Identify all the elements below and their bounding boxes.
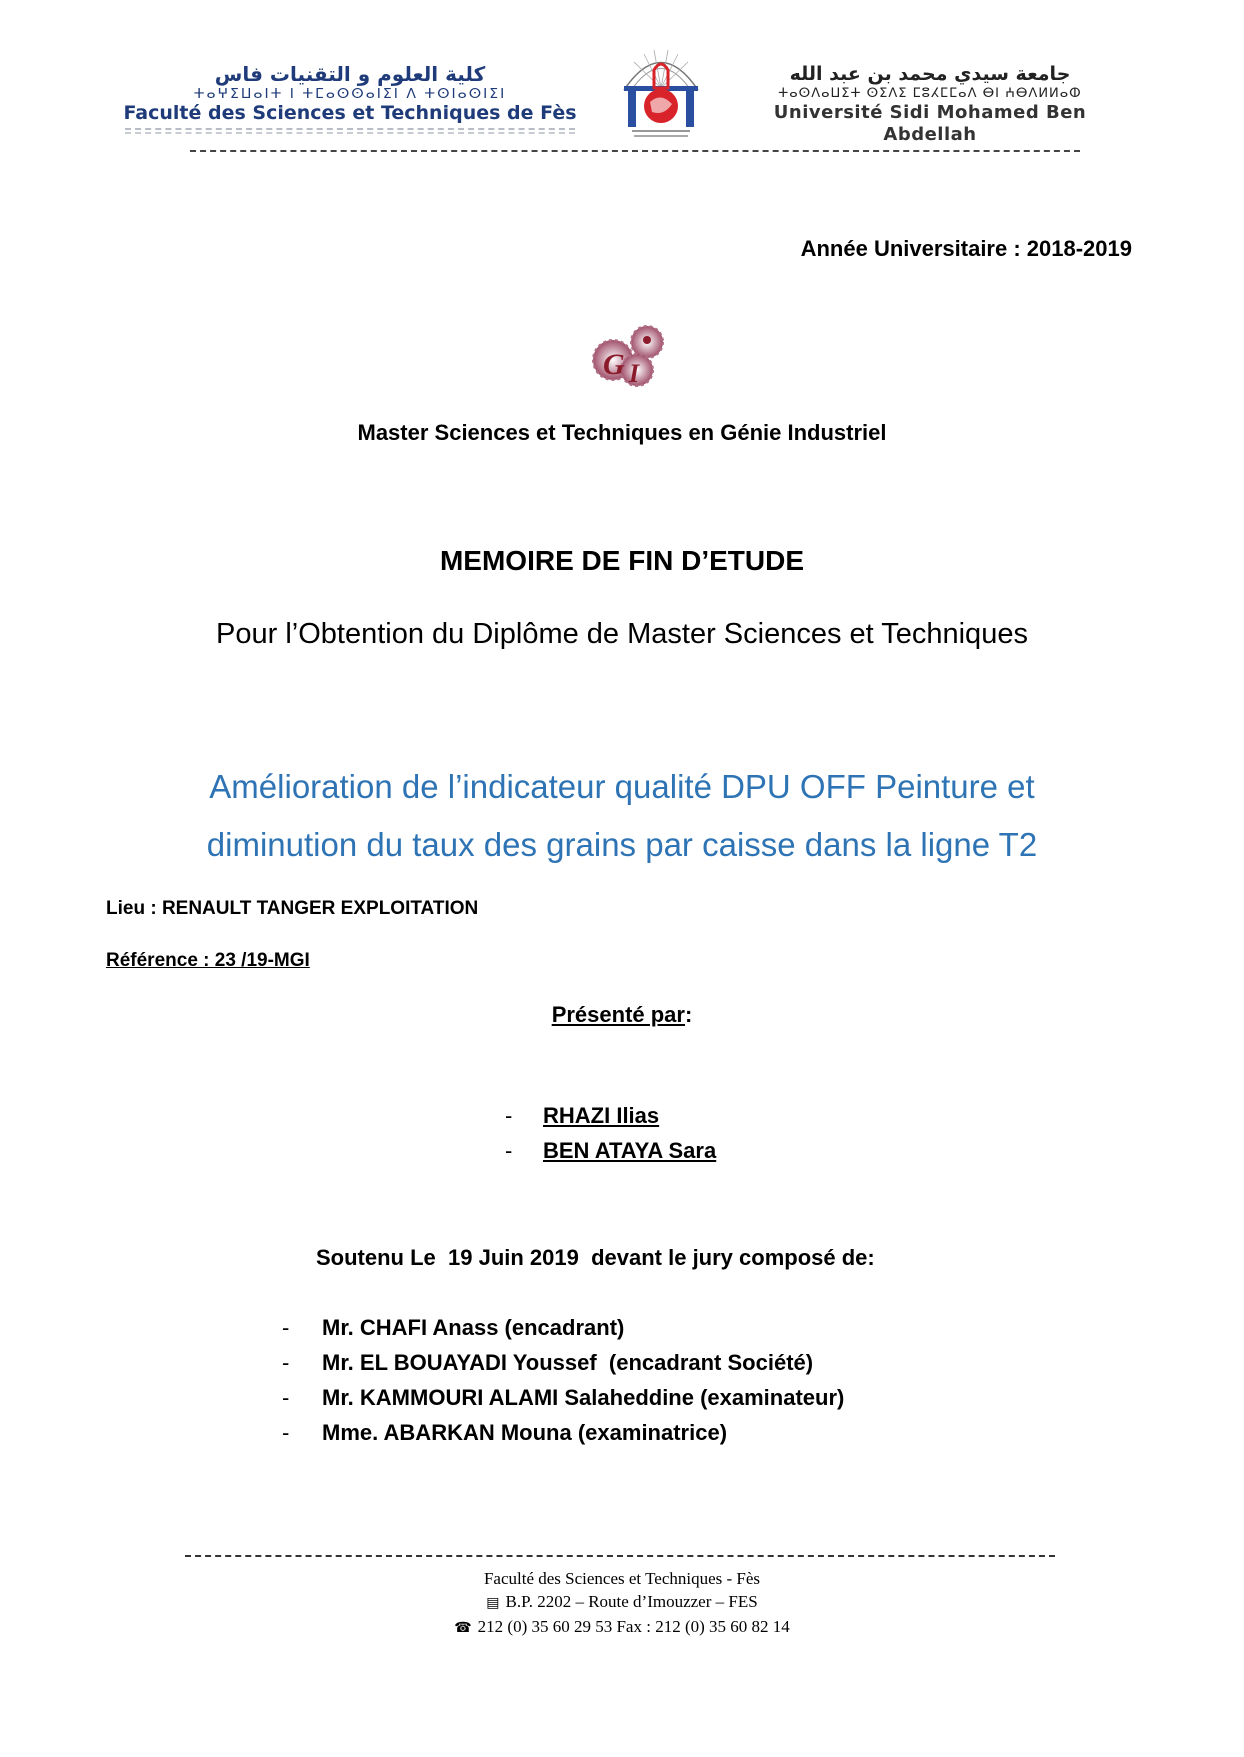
list-bullet: - [282, 1315, 290, 1340]
document-type: MEMOIRE DE FIN D’ETUDE [439, 545, 804, 576]
list-item [505, 1133, 716, 1168]
faculty-name-french: Faculté des Sciences et Techniques de Fès [123, 102, 577, 124]
footer-address-row [0, 1590, 1244, 1615]
phone-icon: ☎ [454, 1621, 472, 1636]
jury-member: Mr. EL BOUAYADI Youssef (encadrant Société) [322, 1350, 814, 1375]
list-item [282, 1415, 844, 1450]
list-item [282, 1310, 844, 1345]
university-emblem-icon [614, 40, 708, 144]
jury-member: Mr. KAMMOURI ALAMI Salaheddine (examinateur) [322, 1385, 845, 1410]
list-item [282, 1345, 844, 1380]
thesis-title [100, 758, 1144, 874]
header-divider [190, 150, 1080, 152]
defense-statement: Soutenu Le 19 Juin 2019 devant le jury composé de: [316, 1245, 875, 1270]
list-bullet: - [282, 1420, 290, 1445]
student-name: RHAZI Ilias [543, 1103, 660, 1128]
list-item [282, 1380, 844, 1415]
footer-phone: 212 (0) 35 60 29 53 Fax : 212 (0) 35 60 82 14 [477, 1617, 790, 1636]
university-name-french: Université Sidi Mohamed Ben Abdellah [773, 102, 1087, 145]
presented-by-colon: : [684, 1002, 693, 1027]
svg-text:I: I [629, 359, 640, 388]
mailbox-icon: ▤ [486, 1596, 500, 1611]
faculty-name-tifinagh: ⵜⴰⵖⵉⵡⴰⵏⵜ ⵏ ⵜⵎⴰⵙⵙⴰⵏⵉⵏ ⴷ ⵜⵙⵏⴰⵙⵏⵉⵏ [193, 86, 507, 102]
jury-list [282, 1310, 844, 1450]
faculty-name-arabic: كلية العلوم و التقنيات فاس [214, 62, 486, 86]
presented-by-label: Présenté par [551, 1002, 685, 1027]
list-bullet: - [282, 1385, 290, 1410]
footer-address: B.P. 2202 – Route d’Imouzzer – FES [505, 1592, 758, 1611]
jury-member: Mme. ABARKAN Mouna (examinatrice) [322, 1420, 728, 1445]
list-bullet: - [505, 1103, 513, 1128]
location: Lieu : RENAULT TANGER EXPLOITATION [106, 898, 479, 919]
list-bullet: - [505, 1138, 513, 1163]
footer [0, 1567, 1244, 1640]
footer-phone-row [0, 1615, 1244, 1640]
student-list [505, 1098, 716, 1168]
faculty-header [110, 62, 590, 134]
gi-logo-icon [585, 322, 675, 392]
reference: Référence : 23 /19-MGI [106, 950, 310, 971]
thesis-title-line-1: Amélioration de l’indicateur qualité DPU OFF Peinture et [209, 768, 1035, 805]
list-item [505, 1098, 716, 1133]
university-name-arabic: جامعة سيدي محمد بن عبد الله [789, 63, 1071, 85]
university-name-tifinagh: ⵜⴰⵙⴷⴰⵡⵉⵜ ⵙⵉⴷⵉ ⵎⵓⵃⵎⵎⴰⴷ ⴱⵏ ⵄⴱⴷⵍⵍⴰⵀ [778, 86, 1082, 101]
list-bullet: - [282, 1350, 290, 1375]
faculty-header-rule [125, 128, 575, 134]
svg-text:G: G [603, 348, 625, 381]
degree-purpose: Pour l’Obtention du Diplôme de Master Sciences et Techniques [216, 618, 1028, 650]
program-name: Master Sciences et Techniques en Génie Industriel [357, 420, 887, 445]
footer-institution: Faculté des Sciences et Techniques - Fès [483, 1569, 761, 1588]
footer-divider [185, 1555, 1055, 1557]
thesis-title-line-2: diminution du taux des grains par caisse dans la ligne T2 [206, 826, 1038, 863]
university-header [730, 62, 1130, 146]
student-name: BEN ATAYA Sara [543, 1138, 717, 1163]
presented-by [0, 1002, 1244, 1028]
jury-member: Mr. CHAFI Anass (encadrant) [322, 1315, 625, 1340]
academic-year: Année Universitaire : 2018-2019 [800, 236, 1132, 261]
